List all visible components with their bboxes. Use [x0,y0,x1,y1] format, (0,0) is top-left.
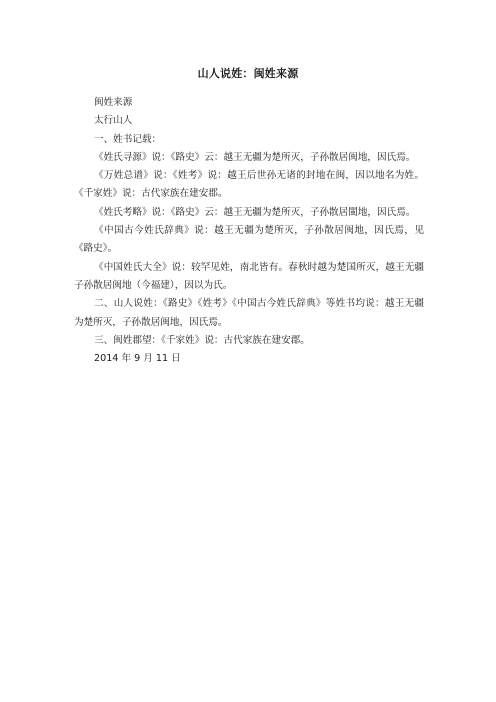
paragraph: 《姓氏考略》说：《路史》云：越王无疆为楚所灭，子孙散居閩地，因氏焉。 [94,206,416,218]
section-heading-1: 一、姓书记载： [94,133,162,145]
document-body [74,94,424,368]
author: 太行山人 [94,115,133,127]
paragraph: 《中国古今姓氏辞典》说：越王无疆为楚所灭，子孙散居闽地，因氏焉，见《路史》。 [74,225,424,255]
paragraph: 《万姓总谱》说：《姓考》说：越王后世孙无诸的封地在闽，因以地名为姓。《千家姓》说：古代家族在建安郡。 [74,170,424,200]
subtitle: 闽姓来源 [94,97,133,108]
date: 2014 年 9 月 11 日 [94,353,181,365]
paragraph: 《中国姓氏大全》说：较罕见姓，南北皆有。春秋时越为楚国所灭，越王无疆子孙散居闽地（今福建），因以为氏。 [74,261,424,291]
paragraph: 《姓氏寻源》说：《路史》云：越王无疆为楚所灭，子孙散居闽地，因氏焉。 [94,151,416,163]
document-title: 山人说姓：闽姓来源 [197,67,299,80]
section-3: 三、闽姓郡望：《千家姓》说：古代家族在建安郡。 [94,334,310,346]
section-2: 二、山人说姓：《路史》《姓考》《中国古今姓氏辞典》等姓书均说：越王无疆为楚所灭，子孙散居闽地，因氏焉。 [74,298,424,328]
